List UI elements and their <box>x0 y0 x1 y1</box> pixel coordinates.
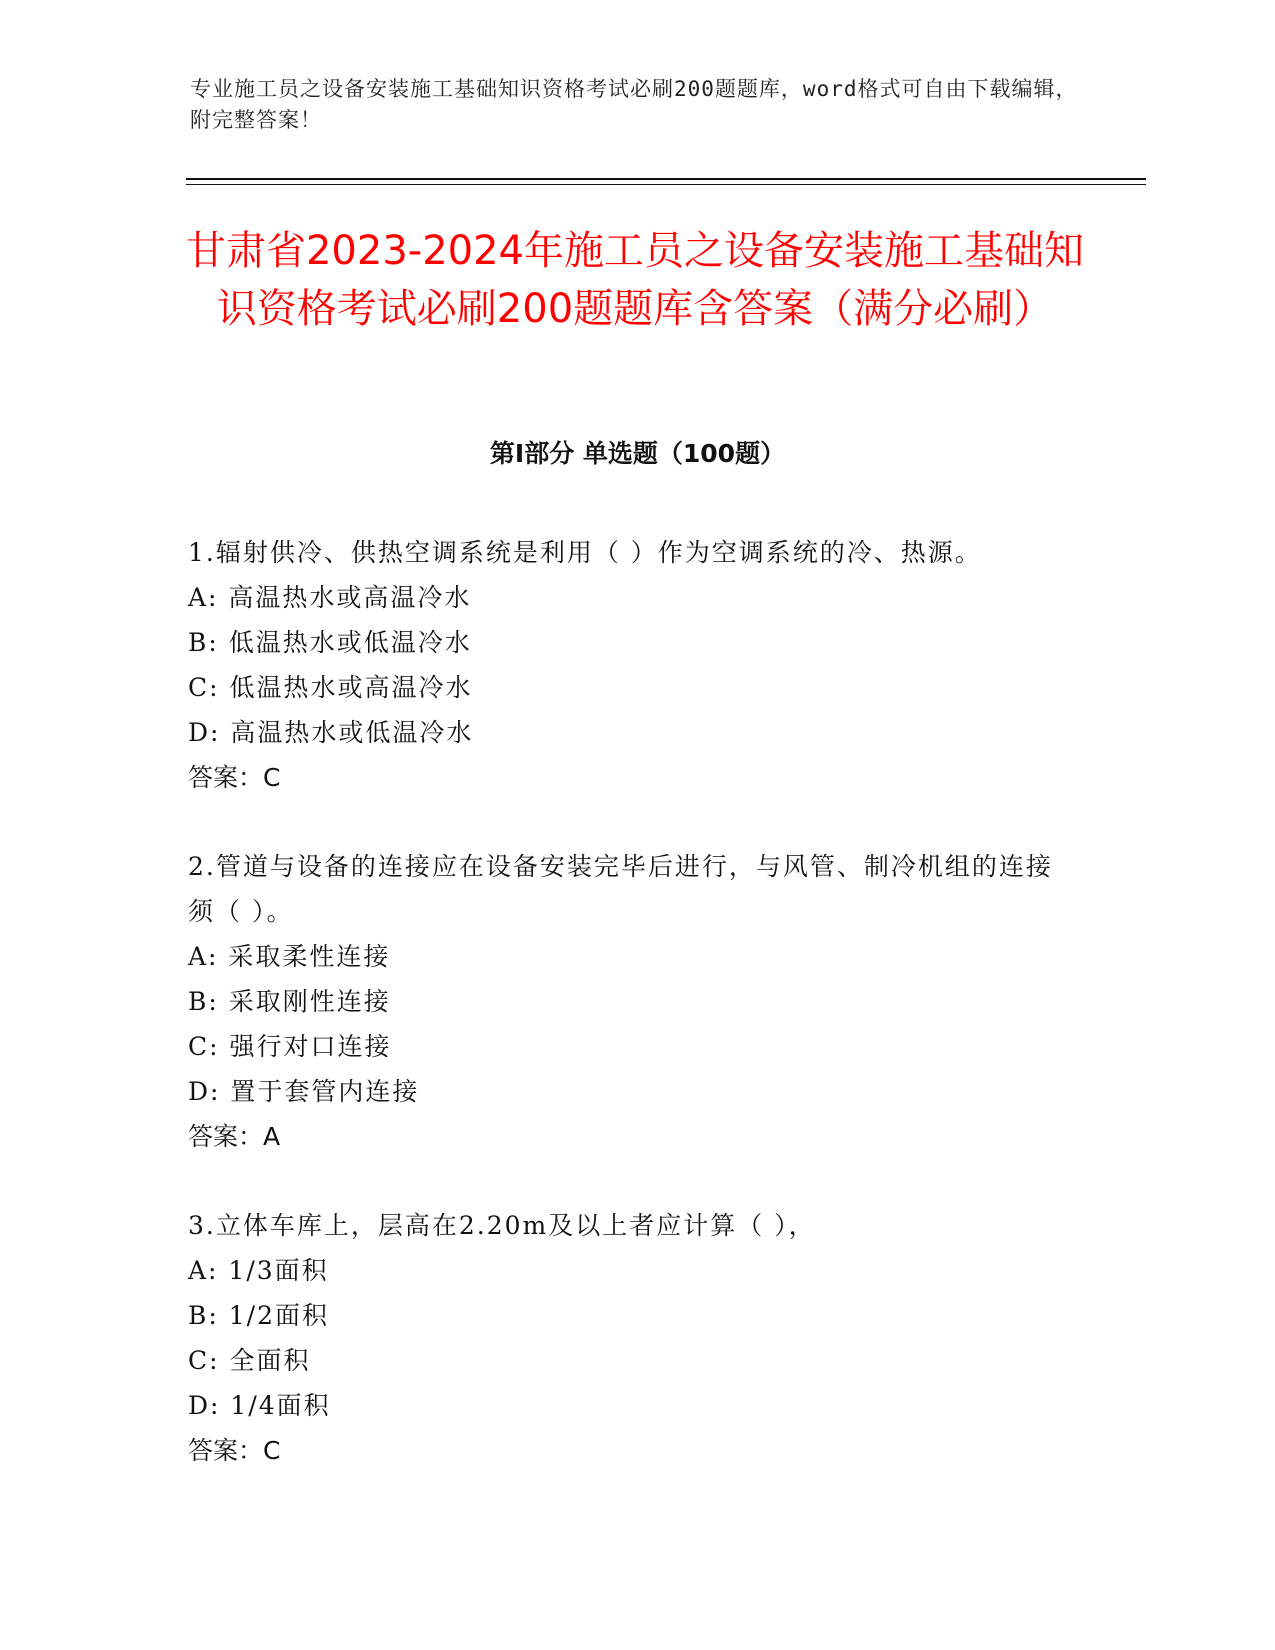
question-3 <box>188 1203 1068 1473</box>
answer-line: 答案：A <box>188 1122 281 1151</box>
header-note: 专业施工员之设备安装施工基础知识资格考试必刷200题题库，word格式可自由下载编辑，附完整答案！ <box>190 77 1078 132</box>
document-title: 甘肃省2023-2024年施工员之设备安装施工基础知识资格考试必刷200题题库含答案（满分必刷） <box>185 228 1085 332</box>
option-a: A: 采取柔性连接 <box>188 942 391 971</box>
option-b: B: 1/2面积 <box>188 1301 329 1330</box>
section-heading: 第I部分 单选题（100题） <box>489 439 786 468</box>
option-c: C: 低温热水或高温冷水 <box>188 673 473 702</box>
option-a: A: 1/3面积 <box>188 1256 329 1285</box>
option-c: C: 强行对口连接 <box>188 1032 392 1061</box>
question-1 <box>188 530 1068 800</box>
option-c: C: 全面积 <box>188 1346 311 1375</box>
question-2 <box>188 844 1068 1159</box>
question-list <box>188 530 1068 1517</box>
option-d: D: 1/4面积 <box>188 1391 331 1420</box>
header-divider <box>186 178 1146 180</box>
answer-line: 答案：C <box>188 763 281 792</box>
option-d: D: 置于套管内连接 <box>188 1077 420 1106</box>
option-d: D: 高温热水或低温冷水 <box>188 718 474 747</box>
question-stem: 2.管道与设备的连接应在设备安装完毕后进行，与风管、制冷机组的连接须（ ）。 <box>188 852 1053 926</box>
option-b: B: 低温热水或低温冷水 <box>188 628 472 657</box>
answer-line: 答案：C <box>188 1436 281 1465</box>
option-a: A: 高温热水或高温冷水 <box>188 583 472 612</box>
option-b: B: 采取刚性连接 <box>188 987 391 1016</box>
header-divider-thin <box>186 184 1146 185</box>
question-stem: 1.辐射供冷、供热空调系统是利用（ ）作为空调系统的冷、热源。 <box>188 538 982 567</box>
question-stem: 3.立体车库上，层高在2.20m及以上者应计算（ ）， <box>188 1211 816 1240</box>
